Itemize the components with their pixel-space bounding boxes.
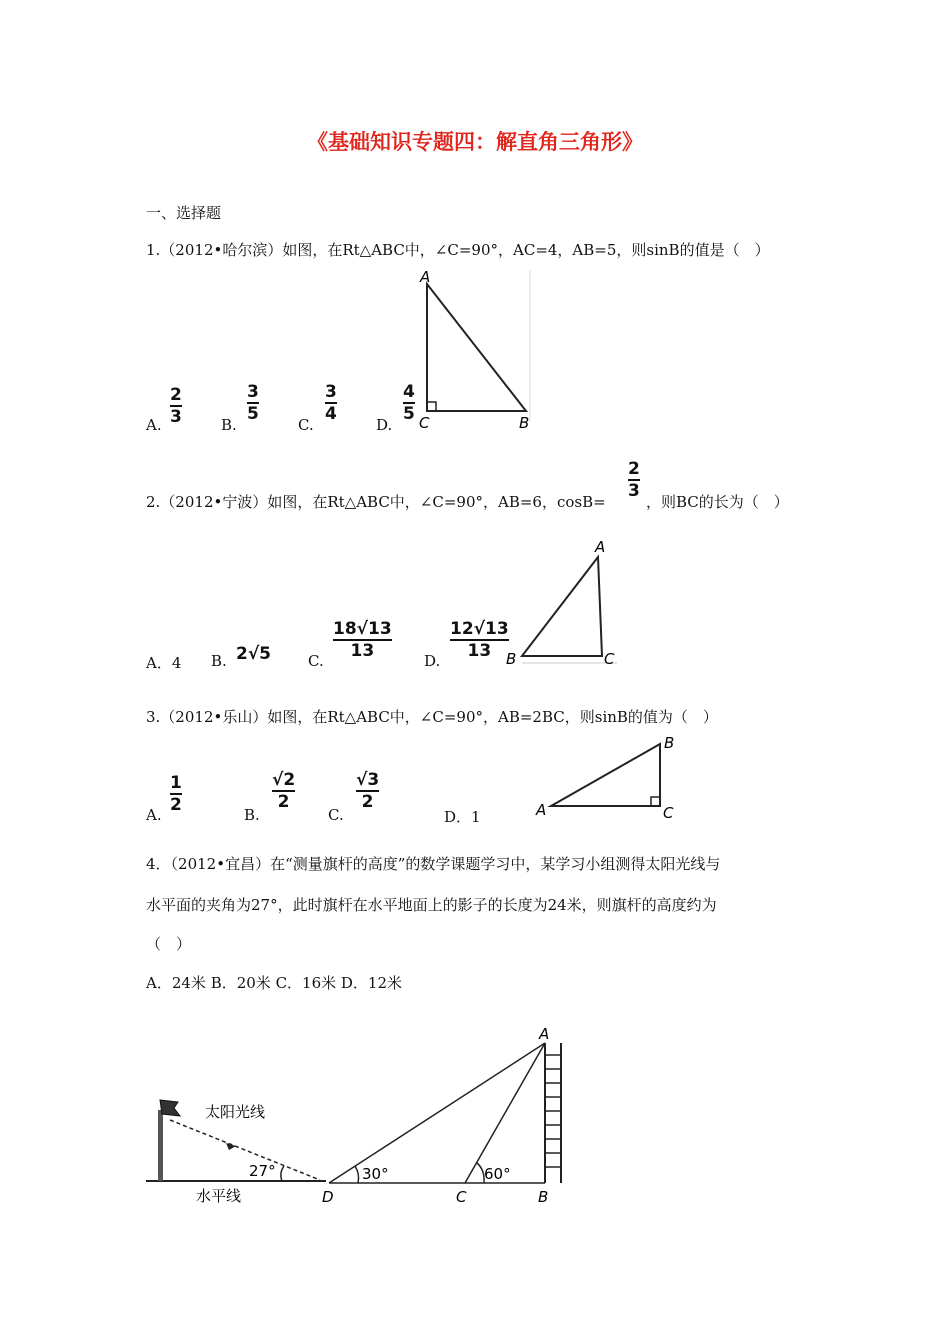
q3-option-b-den: 2 [277, 792, 290, 812]
q1-option-b-den: 5 [247, 404, 259, 424]
question-2-stem-after: ，则BC的长为（ ） [646, 493, 789, 511]
q3-option-c-letter: C. [328, 806, 344, 824]
q3-option-a-letter: A. [146, 806, 162, 824]
q1-option-d-num: 4 [403, 382, 415, 402]
q3-label-b: B [664, 734, 675, 752]
q4-label-b: B [538, 1188, 549, 1206]
q4-label-d: D [322, 1188, 334, 1206]
q2-cos-den: 3 [628, 481, 640, 501]
section-heading: 一、选择题 [146, 204, 222, 222]
q4-sun-ray [170, 1120, 320, 1180]
q2-triangle [522, 557, 602, 656]
q2-option-b-letter: B. [211, 652, 227, 670]
question-2-stem-before: 2.（2012•宁波）如图，在Rt△ABC中，∠C=90°，AB=6，cosB= [146, 493, 606, 511]
q2-cos-num: 2 [628, 459, 640, 479]
question-4-options: A．24米 B．20米 C．16米 D．12米 [146, 974, 403, 992]
q3-option-b-letter: B. [244, 806, 260, 824]
q2-option-a: A．4 [146, 654, 182, 672]
q1-option-a-letter: A. [146, 416, 162, 434]
q2-option-d-num: 12√13 [450, 619, 509, 639]
q2-option-d-den: 13 [467, 641, 492, 661]
q1-option-a-den: 3 [170, 407, 182, 427]
flagpole [158, 1110, 163, 1181]
q1-option-c-num: 3 [325, 382, 337, 402]
line-ca [465, 1043, 545, 1183]
q1-option-b-num: 3 [247, 382, 259, 402]
q1-option-d-den: 5 [403, 404, 415, 424]
q3-option-c-num: √3 [356, 770, 380, 790]
q4-angle-c-label: 60° [484, 1165, 511, 1183]
q4-sun-label: 太阳光线 [205, 1103, 266, 1121]
line-da [329, 1043, 545, 1183]
q2-label-c: C [604, 650, 615, 668]
question-3-stem: 3.（2012•乐山）如图，在Rt△ABC中，∠C=90°，AB=2BC，则sinB的值为（ ） [146, 708, 718, 726]
q2-label-a: A [595, 538, 606, 556]
q1-figure [427, 270, 530, 422]
flag-icon [160, 1100, 180, 1116]
q2-option-b-value: 2√5 [236, 644, 271, 664]
q2-option-c-den: 13 [350, 641, 375, 661]
question-4-line-2: 水平面的夹角为27°，此时旗杆在水平地面上的影子的长度为24米，则旗杆的高度约为 [146, 896, 717, 914]
q3-option-a-num: 1 [170, 773, 182, 793]
q3-option-c-den: 2 [361, 792, 374, 812]
q1-option-a-num: 2 [170, 385, 182, 405]
q4-label-c: C [456, 1188, 467, 1206]
q3-label-c: C [663, 804, 674, 822]
q2-label-b: B [506, 650, 517, 668]
q2-option-c-letter: C. [308, 652, 324, 670]
q1-option-c-den: 4 [325, 404, 337, 424]
q4-ground-label: 水平线 [196, 1187, 242, 1205]
q1-right-angle-mark [427, 402, 436, 411]
q4-angle-arc [281, 1166, 284, 1181]
page-title: 《基础知识专题四：解直角三角形》 [307, 129, 643, 154]
q1-option-b-letter: B. [221, 416, 237, 434]
q3-label-a: A [536, 801, 547, 819]
q3-triangle [551, 744, 660, 806]
q2-option-d-letter: D. [424, 652, 441, 670]
question-4-line-1: 4．（2012•宜昌）在“测量旗杆的高度”的数学课题学习中，某学习小组测得太阳光线与 [146, 855, 721, 873]
q1-option-d-letter: D. [376, 416, 393, 434]
q4-angle-label: 27° [249, 1162, 276, 1180]
q3-option-a-den: 2 [170, 795, 182, 815]
q2-figure [522, 557, 617, 663]
q1-label-b: B [519, 414, 530, 432]
q3-figure [551, 744, 660, 806]
q3-option-b-num: √2 [272, 770, 296, 790]
question-4-line-3: （ ） [146, 935, 192, 953]
q1-option-c-letter: C. [298, 416, 314, 434]
q2-option-c-num: 18√13 [333, 619, 392, 639]
question-1-stem: 1.（2012•哈尔滨）如图，在Rt△ABC中，∠C=90°，AC=4，AB=5，则sinB的值是（ ） [146, 241, 770, 259]
q3-right-angle-mark [651, 797, 660, 806]
q4-angle-d-label: 30° [362, 1165, 389, 1183]
q3-option-d: D．1 [444, 808, 481, 826]
q1-label-c: C [419, 414, 430, 432]
q4-ladder-figure [329, 1043, 561, 1183]
q1-label-a: A [420, 268, 431, 286]
q4-label-a: A [539, 1025, 550, 1043]
angle-d-arc [355, 1166, 359, 1183]
ladder-rungs [545, 1055, 561, 1167]
q1-triangle [427, 284, 526, 411]
